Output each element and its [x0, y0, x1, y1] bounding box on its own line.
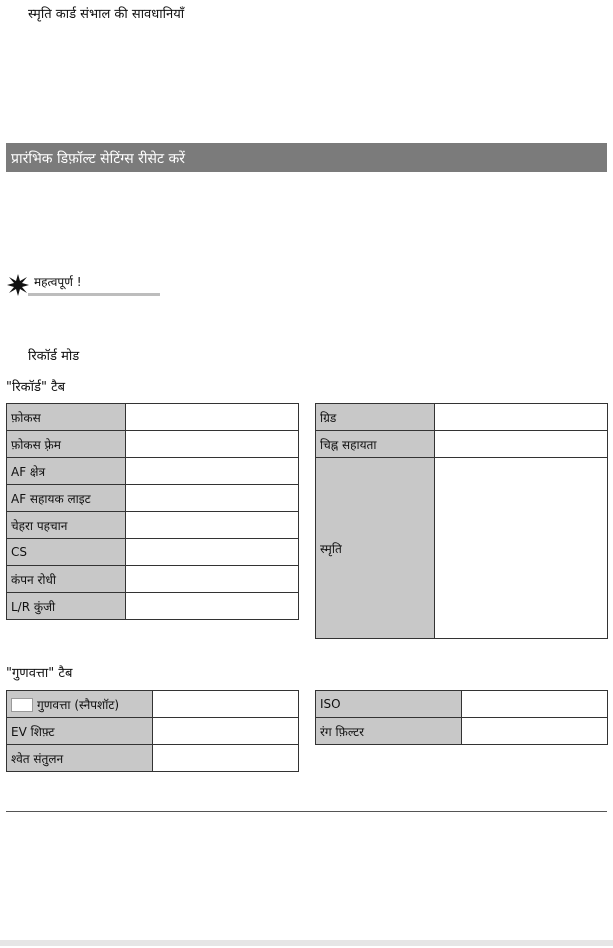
table-row	[7, 404, 299, 431]
setting-value	[435, 404, 608, 431]
setting-label	[7, 691, 153, 718]
setting-value	[435, 431, 608, 458]
table-row	[7, 691, 299, 718]
table-row	[7, 593, 299, 620]
footer-bar	[0, 940, 613, 946]
setting-label: CS	[7, 539, 126, 566]
setting-value	[126, 566, 299, 593]
setting-label: ISO	[316, 691, 462, 718]
section-banner: प्रारंभिक डिफ़ॉल्ट सेटिंग्स रीसेट करें	[6, 143, 607, 172]
divider-line	[6, 811, 607, 812]
setting-value	[126, 512, 299, 539]
starburst-icon	[7, 274, 29, 296]
table-row	[7, 745, 299, 772]
important-label: महत्वपूर्ण !	[34, 275, 82, 289]
setting-value	[462, 691, 608, 718]
setting-value	[126, 485, 299, 512]
setting-label: ग्रिड	[316, 404, 435, 431]
setting-label: L/R कुंजी	[7, 593, 126, 620]
table-row	[7, 539, 299, 566]
setting-label: AF सहायक लाइट	[7, 485, 126, 512]
setting-value	[462, 718, 608, 745]
setting-label: श्वेत संतुलन	[7, 745, 153, 772]
setting-label: फ़ोकस फ़्रेम	[7, 431, 126, 458]
setting-value	[153, 718, 299, 745]
setting-label: कंपन रोधी	[7, 566, 126, 593]
setting-value	[435, 458, 608, 639]
table-row	[7, 718, 299, 745]
setting-value	[153, 745, 299, 772]
table-row	[316, 431, 608, 458]
table-row	[7, 512, 299, 539]
table-row	[316, 458, 608, 639]
quality-tab-title: "गुणवत्ता" टैब	[6, 666, 73, 681]
setting-label: EV शिफ़्ट	[7, 718, 153, 745]
setting-value	[126, 458, 299, 485]
record-settings-table-right	[315, 403, 608, 639]
setting-value	[126, 593, 299, 620]
important-underline	[28, 293, 160, 296]
section-heading: स्मृति कार्ड संभाल की सावधानियाँ	[28, 7, 185, 22]
setting-value	[126, 431, 299, 458]
setting-value	[153, 691, 299, 718]
record-mode-heading: रिकॉर्ड मोड	[28, 349, 80, 364]
table-row	[7, 431, 299, 458]
setting-label: फ़ोकस	[7, 404, 126, 431]
record-tab-title: "रिकॉर्ड" टैब	[6, 380, 66, 395]
table-row	[7, 458, 299, 485]
record-settings-table-left	[6, 403, 299, 620]
quality-settings-table-left	[6, 690, 299, 772]
snapshot-icon	[11, 698, 33, 712]
setting-label: AF क्षेत्र	[7, 458, 126, 485]
setting-label-text: गुणवत्ता (स्नैपशॉट)	[37, 697, 120, 712]
setting-value	[126, 539, 299, 566]
setting-value	[126, 404, 299, 431]
setting-label: चेहरा पहचान	[7, 512, 126, 539]
quality-settings-table-right	[315, 690, 608, 745]
setting-label: रंग फ़िल्टर	[316, 718, 462, 745]
table-row	[316, 404, 608, 431]
table-row	[7, 485, 299, 512]
table-row	[316, 691, 608, 718]
table-row	[316, 718, 608, 745]
table-row	[7, 566, 299, 593]
setting-label: स्मृति	[316, 458, 435, 639]
setting-label: चिह्न सहायता	[316, 431, 435, 458]
